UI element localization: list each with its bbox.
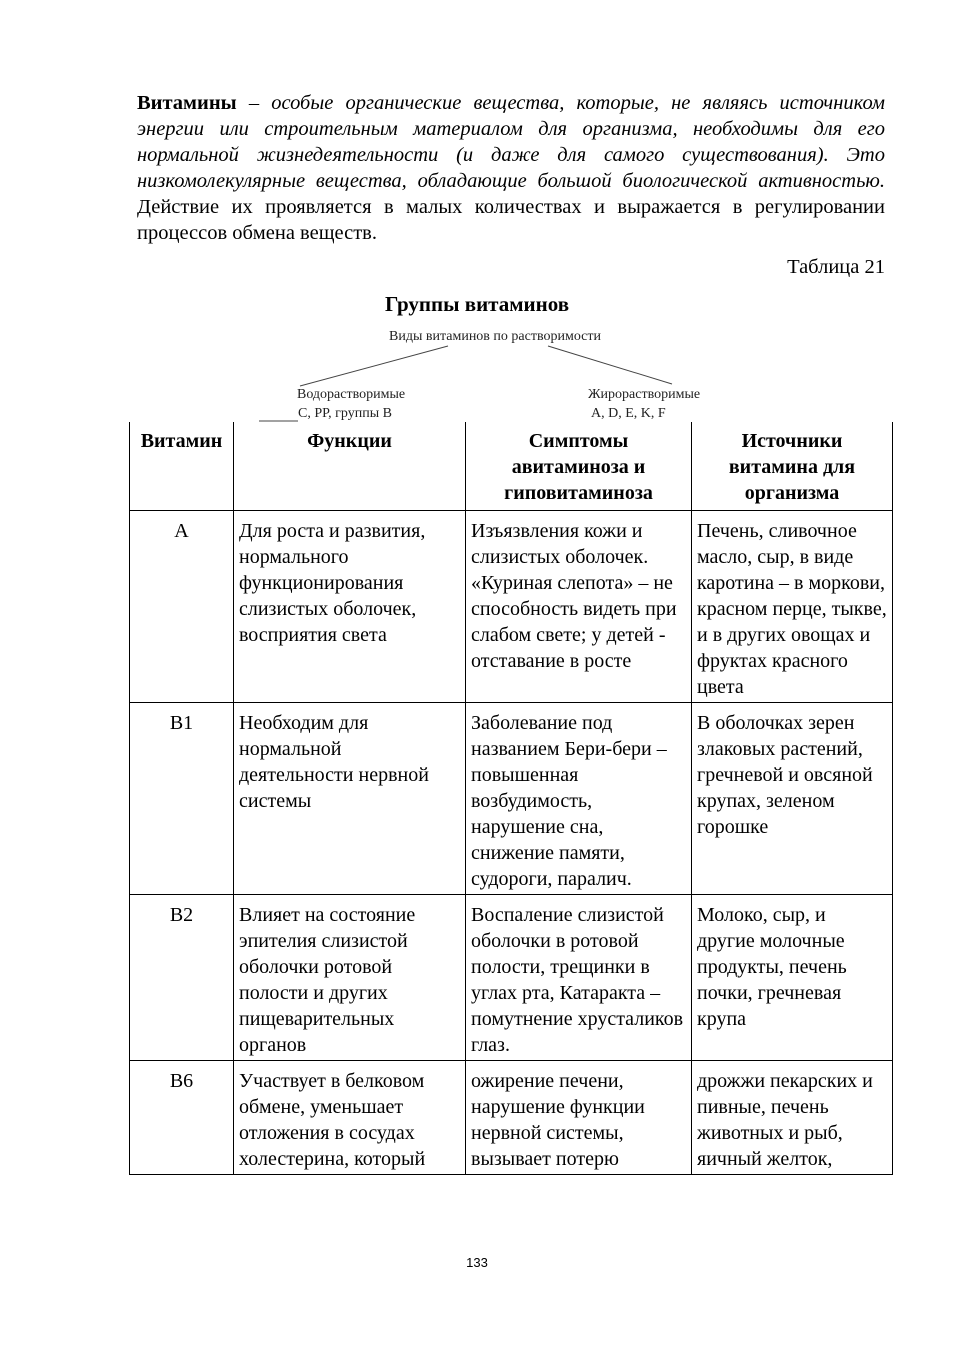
table-row: [130, 511, 893, 703]
cell-functions: Влияет на состояние эпителия слизистой оболочки ротовой полости и других пищеварительных органов: [234, 895, 466, 1061]
cell-sources: дрожжи пекарских и пивные, печень животных и рыб, яичный желток,: [692, 1061, 893, 1175]
diagram-left-label: Водорастворимые: [297, 387, 406, 402]
diagram-right-sub: A, D, E, K, F: [591, 406, 666, 421]
cell-symptoms: Заболевание под названием Бери-бери – повышенная возбудимость, нарушение сна, снижение памяти, судороги, паралич.: [466, 703, 692, 895]
table-title: Группы витаминов: [384, 292, 570, 316]
diagram-left-connector: [300, 346, 448, 386]
cell-vitamin: В2: [130, 895, 234, 1061]
solubility-diagram: [0, 320, 954, 430]
table-row: [130, 703, 893, 895]
cell-sources: Молоко, сыр, и другие молочные продукты, печень почки, гречневая крупа: [692, 895, 893, 1061]
intro-definition: особые органические вещества, которые, не являясь источником энергии или строительным материалом для организма, необходимы для его нормальной жизнедеятельности (и даже для самого существования). Это низкомолекулярные вещества, обладающие большой биологической активностью.: [137, 92, 885, 192]
header-vitamin: Витамин: [130, 422, 234, 511]
cell-vitamin: В1: [130, 703, 234, 895]
cell-vitamin: В6: [130, 1061, 234, 1175]
cell-sources: Печень, сливочное масло, сыр, в виде каротина – в моркови, красном перце, тыкве, и в других овощах и фруктах красного цвета: [692, 511, 893, 703]
cell-symptoms: Изъязвления кожи и слизистых оболочек. «Куриная слепота» – не способность видеть при слабом свете; у детей - отставание в росте: [466, 511, 692, 703]
cell-symptoms: Воспаление слизистой оболочки в ротовой полости, трещинки в углах рта, Катаракта – помутнение хрусталиков глаз.: [466, 895, 692, 1061]
table-row: [130, 895, 893, 1061]
cell-vitamin: А: [130, 511, 234, 703]
table-header-row: [130, 422, 893, 511]
cell-functions: Для роста и развития, нормального функционирования слизистых оболочек, восприятия света: [234, 511, 466, 703]
intro-term: Витамины: [137, 92, 237, 114]
header-sources: Источники витамина для организма: [692, 422, 893, 511]
diagram-left-sub: С, РР, группы В: [298, 406, 392, 421]
header-symptoms: Симптомы авитаминоза и гиповитаминоза: [466, 422, 692, 511]
diagram-root-label: Виды витаминов по растворимости: [389, 329, 601, 344]
vitamins-table: [129, 422, 893, 1175]
diagram-right-connector: [548, 346, 672, 384]
cell-symptoms: ожирение печени, нарушение функции нервной системы, вызывает потерю: [466, 1061, 692, 1175]
cell-sources: В оболочках зерен злаковых растений, гречневой и овсяной крупах, зеленом горошке: [692, 703, 893, 895]
table-number: Таблица 21: [787, 256, 885, 278]
intro-dash: –: [236, 92, 272, 114]
diagram-right-label: Жирорастворимые: [588, 387, 701, 402]
intro-paragraph: [137, 90, 885, 246]
cell-functions: Участвует в белковом обмене, уменьшает отложения в сосудах холестерина, который: [234, 1061, 466, 1175]
table-row: [130, 1061, 893, 1175]
cell-functions: Необходим для нормальной деятельности нервной системы: [234, 703, 466, 895]
header-functions: Функции: [234, 422, 466, 511]
page-number: 133: [466, 1255, 488, 1270]
intro-continuation: Действие их проявляется в малых количествах и выражается в регулировании процессов обмена веществ.: [137, 196, 885, 244]
